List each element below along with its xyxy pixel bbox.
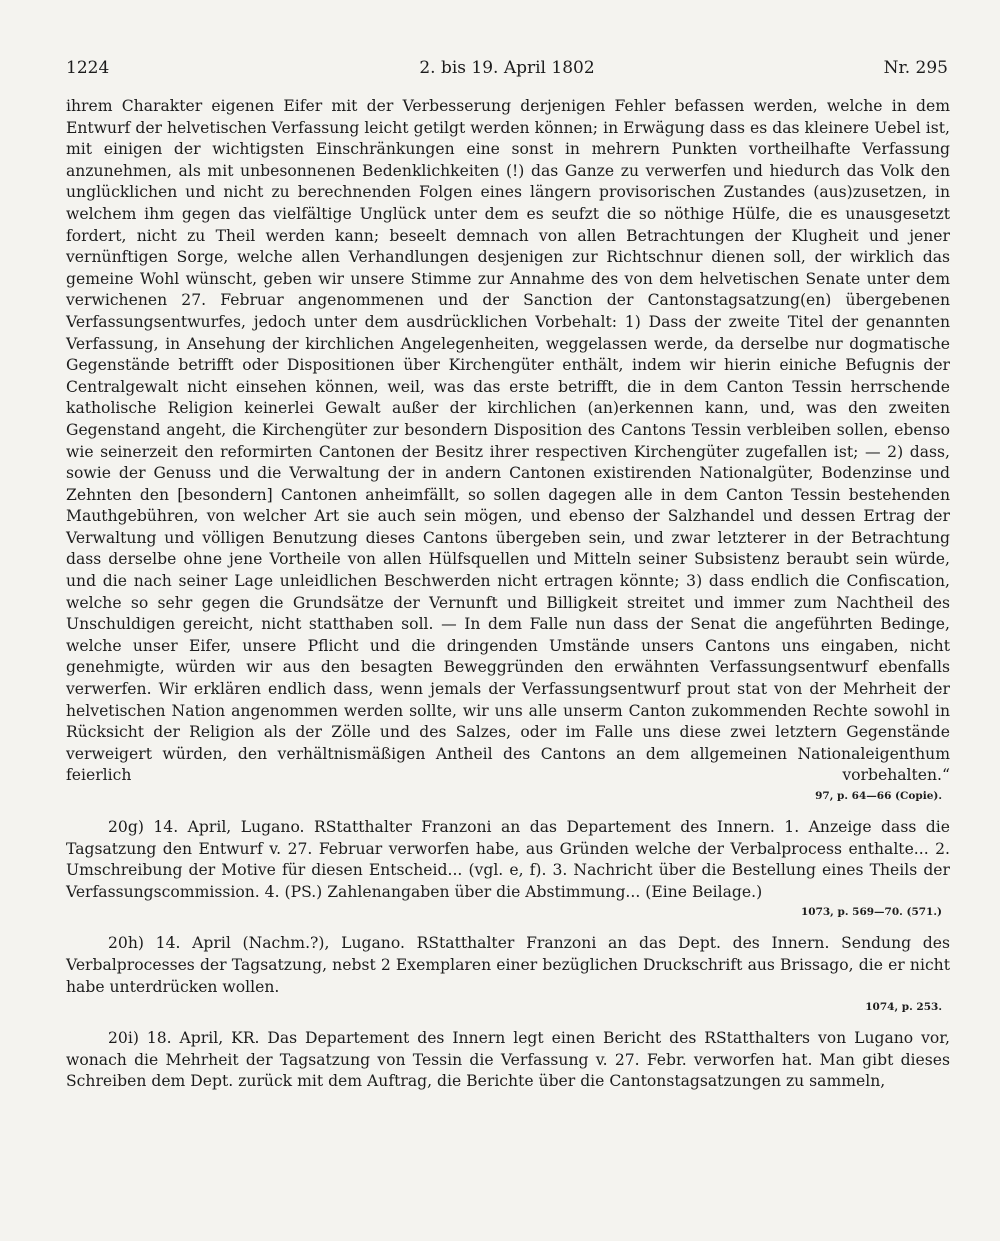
entry-20i	[66, 1028, 950, 1093]
page-number: 1224	[66, 58, 110, 78]
entry-20h	[66, 933, 950, 1014]
entry-20g	[66, 817, 950, 919]
entry-text: 20h) 14. April (Nachm.?), Lugano. RStatthalter Franzoni an das Dept. des Innern. Sendung des Verbalprocesses der Tagsatzung, nebst 2 Exemplaren einer bezüglichen Druckschrift aus Brissago, die er nicht habe unterdrücken wollen.	[66, 934, 950, 996]
main-paragraph: ihrem Charakter eigenen Eifer mit der Verbesserung derjenigen Fehler befassen werden, welche in dem Entwurf der helvetischen Verfassung leicht getilgt werden können; in Erwägung dass es das kleinere Uebel ist, mit einigen der wichtigsten Einschränkungen eine sonst in mehrern Punkten vortheilhafte Verfassung anzunehmen, als mit unbesonnenen Bedenklichkeiten (!) das Ganze zu verwerfen und hiedurch das Volk den unglücklichen und nicht zu berechnenden Folgen eines längern provisorischen Zustandes (aus)zusetzen, in welchem ihm gegen das vielfältige Unglück unter dem es seufzt die so nöthige Hülfe, die es unausgesetzt fordert, nicht zu Theil werden kann; beseelt demnach von allen Betrachtungen der Klugheit und jener vernünftigen Sorge, welche allen Verhandlungen desjenigen zur Richtschnur dienen soll, der wirklich das gemeine Wohl wünscht, geben wir unsere Stimme zur Annahme des von dem helvetischen Senate unter dem verwichenen 27. Februar angenommenen und der Sanction der Cantonstagsatzung(en) übergebenen Verfassungsentwurfes, jedoch unter dem ausdrücklichen Vorbehalt: 1) Dass der zweite Titel der genannten Verfassung, in Ansehung der kirchlichen Angelegenheiten, weggelassen werde, da derselbe nur dogmatische Gegenstände betrifft oder Dispositionen über Kirchengüter enthält, indem wir hierin einiche Befugnis der Centralgewalt nicht einsehen können, weil, was das erste betrifft, die in dem Canton Tessin herrschende katholische Religion keinerlei Gewalt außer der kirchlichen (an)erkennen kann, und, was den zweiten Gegenstand angeht, die Kirchengüter zur besondern Disposition des Cantons Tessin verbleiben sollen, ebenso wie seinerzeit den reformirten Cantonen der Besitz ihrer respectiven Kirchengüter zugefallen ist; — 2) dass, sowie der Genuss und die Verwaltung der in andern Cantonen existirenden Nationalgüter, Bodenzinse und Zehnten den [besondern] Cantonen anheimfällt, so sollen dagegen alle in dem Canton Tessin bestehenden Mauthgebühren, von welcher Art sie auch sein mögen, und ebenso der Salzhandel und dessen Ertrag der Verwaltung und völligen Benutzung dieses Cantons übergeben sein, und zwar letzterer in der Betrachtung dass derselbe ohne jene Vortheile von allen Hülfsquellen und Mitteln seiner Subsistenz beraubt sein würde, und die nach seiner Lage unleidlichen Beschwerden nicht ertragen könnte; 3) dass endlich die Confiscation, welche so sehr gegen die Grundsätze der Vernunft und Billigkeit streitet und immer zum Nachtheil des Unschuldigen gereicht, nicht statthaben soll. — In dem Falle nun dass der Senat die angeführten Bedinge, welche unser Eifer, unsere Pflicht und die dringenden Umstände unsers Cantons uns eingaben, nicht genehmigte, würden wir aus den besagten Beweggründen den erwähnten Verfassungsentwurf ebenfalls verwerfen. Wir erklären endlich dass, wenn jemals der Verfassungsentwurf prout stat von der Mehrheit der helvetischen Nation angenommen werden sollte, wir uns alle unserm Canton zukommenden Rechte sowohl in Rücksicht der Religion als der Zölle und des Salzes, oder im Falle uns diese zwei letztern Gegenstände verweigert würden, den verhältnismäßigen Antheil des Cantons an dem allgemeinen Nationaleigenthum feierlich vorbehalten.“	[66, 97, 950, 785]
running-header	[66, 58, 948, 84]
entry-text: 20i) 18. April, KR. Das Departement des Innern legt einen Bericht des RStatthalters von Lugano vor, wonach die Mehrheit der Tagsatzung von Tessin die Verfassung v. 27. Febr. verworfen hat. Man gibt dieses Schreiben dem Dept. zurück mit dem Auftrag, die Berichte über die Cantonstagsatzungen zu sammeln,	[66, 1029, 950, 1091]
entry-reference: 1074, p. 253.	[865, 1001, 942, 1014]
page-body	[66, 96, 950, 1093]
entry-reference: 1073, p. 569—70. (571.)	[800, 906, 942, 919]
entry-text: 20g) 14. April, Lugano. RStatthalter Franzoni an das Departement des Innern. 1. Anzeige dass die Tagsatzung den Entwurf v. 27. Februar verworfen habe, aus Gründen welche der Verbalprocess enthalte... 2. Umschreibung der Motive für diesen Entscheid... (vgl. e, f). 3. Nachricht über die Bestellung eines Theils der Verfassungscommission. 4. (PS.) Zahlenangaben über die Abstimmung... (Eine Beilage.)	[66, 818, 950, 901]
date-range: 2. bis 19. April 1802	[419, 58, 595, 78]
archive-reference: 97, p. 64—66 (Copie).	[815, 790, 942, 802]
document-number: Nr. 295	[883, 58, 948, 78]
